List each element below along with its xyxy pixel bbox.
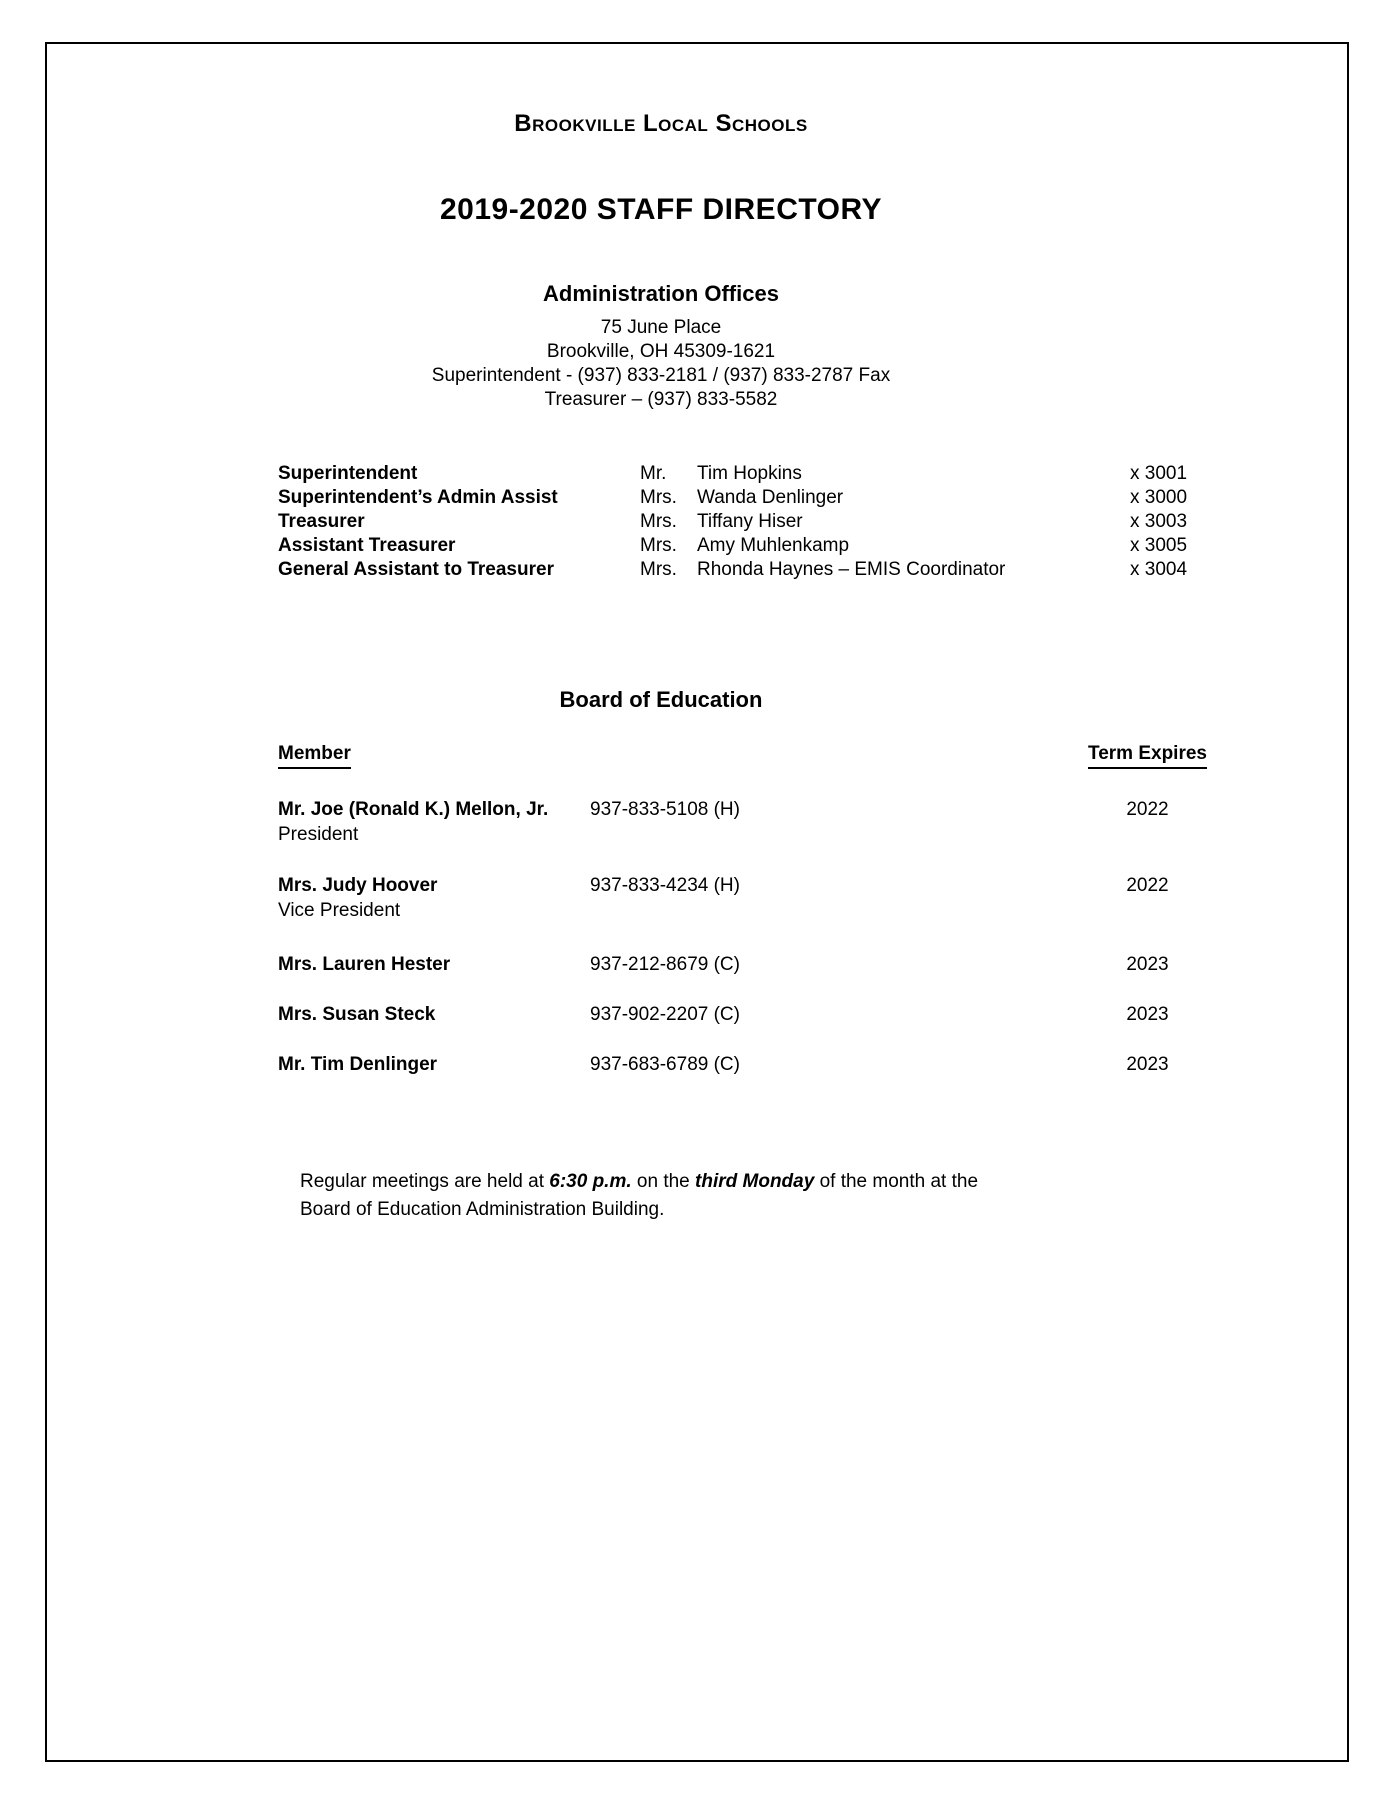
- staff-row: [0, 486, 1391, 510]
- term-column-header: [1065, 742, 1230, 769]
- meeting-note-line-2: Board of Education Administration Building.: [300, 1199, 665, 1220]
- member-role: Vice President: [278, 900, 401, 921]
- member-role: President: [278, 824, 359, 845]
- staff-name: Amy Muhlenkamp: [697, 535, 850, 556]
- meeting-day: third Monday: [695, 1171, 815, 1192]
- address-line-2: Brookville, OH 45309-1621: [546, 341, 776, 362]
- staff-extension: x 3000: [1130, 487, 1188, 508]
- term-column-label: Term Expires: [1088, 742, 1207, 769]
- directory-title: 2019-2020 STAFF DIRECTORY: [439, 193, 883, 226]
- staff-row: [0, 462, 1391, 486]
- staff-prefix: Mrs.: [640, 511, 677, 532]
- meeting-note-text-2: on the: [631, 1171, 696, 1192]
- member-phone: 937-833-5108 (H): [590, 799, 740, 820]
- staff-prefix: Mrs.: [640, 559, 677, 580]
- staff-position: Superintendent: [278, 463, 418, 484]
- board-heading: Board of Education: [559, 687, 763, 712]
- staff-table: [0, 462, 1391, 582]
- member-term: 2023: [1126, 1054, 1169, 1075]
- meeting-time: 6:30 p.m.: [549, 1171, 632, 1192]
- admin-offices-title: Administration Offices: [543, 281, 779, 306]
- staff-name: Tiffany Hiser: [697, 511, 803, 532]
- staff-position: Assistant Treasurer: [278, 535, 456, 556]
- member-name: Mrs. Judy Hoover: [278, 875, 438, 896]
- member-phone: 937-212-8679 (C): [590, 954, 740, 975]
- meeting-note-text-3: of the month at the: [814, 1171, 979, 1192]
- staff-prefix: Mr.: [640, 463, 667, 484]
- meeting-note: [300, 1168, 1120, 1224]
- staff-extension: x 3005: [1130, 535, 1188, 556]
- staff-prefix: Mrs.: [640, 487, 677, 508]
- staff-position: Treasurer: [278, 511, 365, 532]
- staff-row: [0, 558, 1391, 582]
- staff-extension: x 3003: [1130, 511, 1188, 532]
- staff-name: Rhonda Haynes – EMIS Coordinator: [697, 559, 1006, 580]
- staff-position: Superintendent’s Admin Assist: [278, 487, 558, 508]
- meeting-note-text-1: Regular meetings are held at: [300, 1171, 550, 1192]
- staff-extension: x 3004: [1130, 559, 1188, 580]
- school-name-heading: [45, 112, 1347, 138]
- superintendent-phone-line: Superintendent - (937) 833-2181 / (937) 833-2787 Fax: [431, 365, 891, 386]
- member-term: 2023: [1126, 1004, 1169, 1025]
- member-term: 2023: [1126, 954, 1169, 975]
- staff-row: [0, 510, 1391, 534]
- member-phone: 937-683-6789 (C): [590, 1054, 740, 1075]
- member-term: 2022: [1126, 799, 1169, 820]
- staff-name: Wanda Denlinger: [697, 487, 844, 508]
- member-name: Mrs. Lauren Hester: [278, 954, 451, 975]
- admin-address-block: [45, 316, 1347, 412]
- admin-offices-heading: [45, 282, 1347, 308]
- member-phone: 937-833-4234 (H): [590, 875, 740, 896]
- staff-prefix: Mrs.: [640, 535, 677, 556]
- member-column-header: [278, 742, 351, 769]
- board-heading-wrap: [45, 688, 1347, 714]
- staff-row: [0, 534, 1391, 558]
- member-term: 2022: [1126, 875, 1169, 896]
- member-name: Mrs. Susan Steck: [278, 1004, 436, 1025]
- member-name: Mr. Tim Denlinger: [278, 1054, 438, 1075]
- member-name: Mr. Joe (Ronald K.) Mellon, Jr.: [278, 799, 549, 820]
- school-name: Brookville Local Schools: [514, 110, 808, 137]
- treasurer-phone-line: Treasurer – (937) 833-5582: [544, 389, 778, 410]
- staff-position: General Assistant to Treasurer: [278, 559, 554, 580]
- address-line-1: 75 June Place: [600, 317, 722, 338]
- staff-extension: x 3001: [1130, 463, 1188, 484]
- member-phone: 937-902-2207 (C): [590, 1004, 740, 1025]
- member-column-label: Member: [278, 742, 351, 769]
- directory-title-heading: [45, 193, 1347, 226]
- staff-name: Tim Hopkins: [697, 463, 802, 484]
